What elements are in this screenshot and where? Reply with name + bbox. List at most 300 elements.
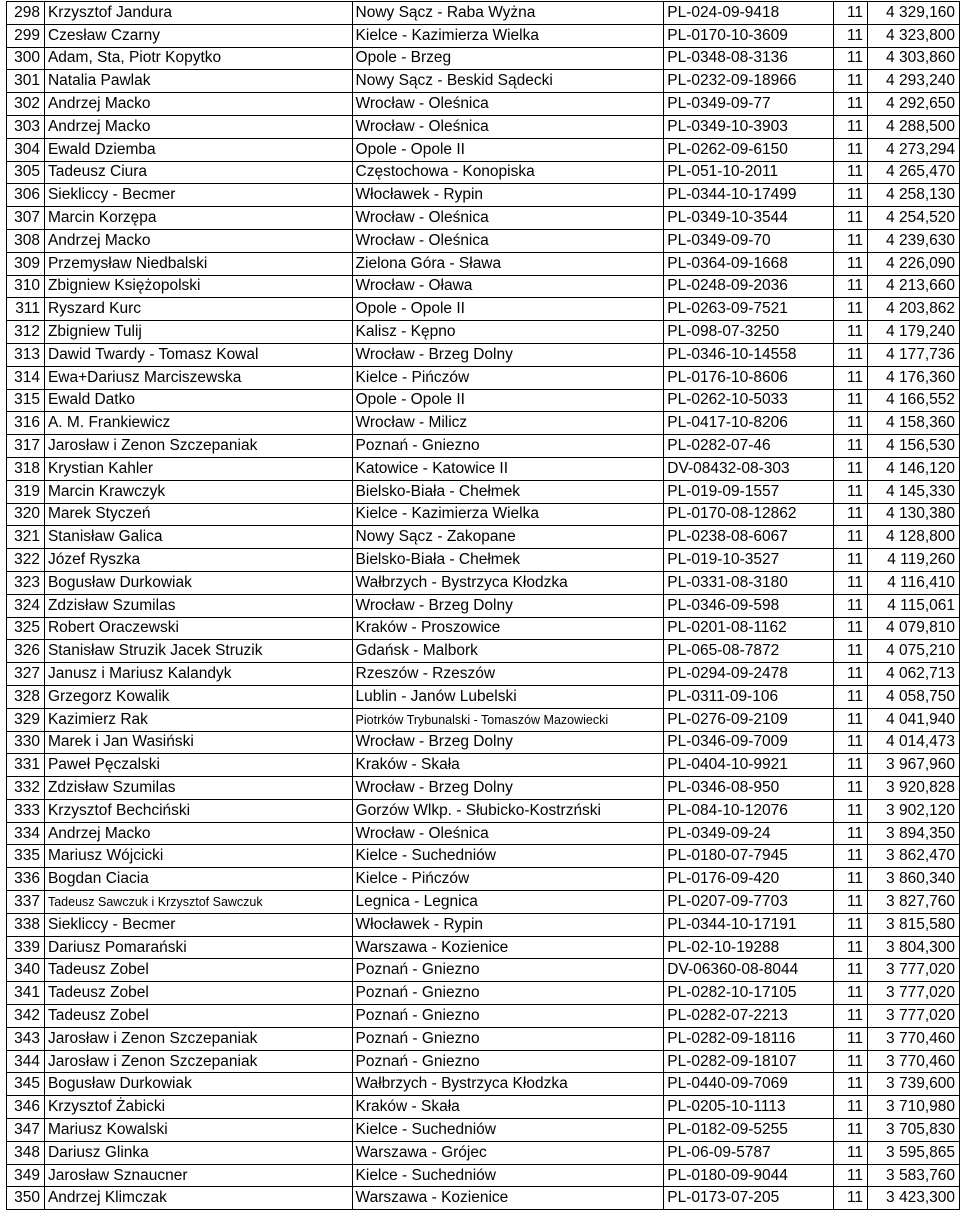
coefficient-cell: 4 177,736 <box>868 343 960 366</box>
position-cell: 324 <box>7 594 45 617</box>
coefficient-cell: 3 827,760 <box>868 891 960 914</box>
coefficient-cell: 3 777,020 <box>868 982 960 1005</box>
coefficient-cell: 3 920,828 <box>868 777 960 800</box>
category-cell: 11 <box>834 252 868 275</box>
table-row <box>7 731 960 754</box>
coefficient-cell: 4 079,810 <box>868 617 960 640</box>
ring-number-cell: PL-0404-10-9921 <box>664 754 834 777</box>
coefficient-cell: 4 303,860 <box>868 47 960 70</box>
section-cell: Poznań - Gniezno <box>352 959 664 982</box>
fancier-name-cell: Przemysław Niedbalski <box>44 252 352 275</box>
position-cell: 341 <box>7 982 45 1005</box>
fancier-name-cell: Andrzej Macko <box>44 229 352 252</box>
table-row <box>7 549 960 572</box>
section-cell: Nowy Sącz - Beskid Sądecki <box>352 70 664 93</box>
coefficient-cell: 4 226,090 <box>868 252 960 275</box>
coefficient-cell: 3 705,830 <box>868 1119 960 1142</box>
ring-number-cell: PL-0282-10-17105 <box>664 982 834 1005</box>
category-cell: 11 <box>834 731 868 754</box>
category-cell: 11 <box>834 936 868 959</box>
coefficient-cell: 4 293,240 <box>868 70 960 93</box>
table-row <box>7 913 960 936</box>
ring-number-cell: PL-019-10-3527 <box>664 549 834 572</box>
fancier-name-cell: Zdzisław Szumilas <box>44 594 352 617</box>
table-row <box>7 343 960 366</box>
table-row <box>7 868 960 891</box>
section-cell: Katowice - Katowice II <box>352 457 664 480</box>
position-cell: 328 <box>7 685 45 708</box>
coefficient-cell: 4 062,713 <box>868 663 960 686</box>
ring-number-cell: PL-0311-09-106 <box>664 685 834 708</box>
fancier-name-cell: Janusz i Mariusz Kalandyk <box>44 663 352 686</box>
category-cell: 11 <box>834 298 868 321</box>
category-cell: 11 <box>834 366 868 389</box>
table-row <box>7 93 960 116</box>
ring-number-cell: PL-0176-09-420 <box>664 868 834 891</box>
section-cell: Wrocław - Oława <box>352 275 664 298</box>
ring-number-cell: DV-08432-08-303 <box>664 457 834 480</box>
ring-number-cell: PL-0282-07-2213 <box>664 1005 834 1028</box>
fancier-name-cell: Ewald Datko <box>44 389 352 412</box>
position-cell: 343 <box>7 1027 45 1050</box>
table-row <box>7 1050 960 1073</box>
category-cell: 11 <box>834 480 868 503</box>
fancier-name-cell: Dariusz Glinka <box>44 1141 352 1164</box>
ring-number-cell: PL-0346-09-7009 <box>664 731 834 754</box>
category-cell: 11 <box>834 457 868 480</box>
table-row <box>7 640 960 663</box>
position-cell: 303 <box>7 115 45 138</box>
category-cell: 11 <box>834 982 868 1005</box>
section-cell: Wrocław - Brzeg Dolny <box>352 343 664 366</box>
position-cell: 334 <box>7 822 45 845</box>
ring-number-cell: PL-02-10-19288 <box>664 936 834 959</box>
ring-number-cell: PL-0262-09-6150 <box>664 138 834 161</box>
ring-number-cell: PL-0282-09-18107 <box>664 1050 834 1073</box>
table-row <box>7 685 960 708</box>
category-cell: 11 <box>834 868 868 891</box>
ring-number-cell: PL-0232-09-18966 <box>664 70 834 93</box>
position-cell: 331 <box>7 754 45 777</box>
table-row <box>7 663 960 686</box>
coefficient-cell: 4 130,380 <box>868 503 960 526</box>
coefficient-cell: 3 862,470 <box>868 845 960 868</box>
table-row <box>7 708 960 731</box>
position-cell: 339 <box>7 936 45 959</box>
category-cell: 11 <box>834 799 868 822</box>
results-table <box>6 1 960 1210</box>
ring-number-cell: PL-0331-08-3180 <box>664 571 834 594</box>
fancier-name-cell: Tadeusz Sawczuk i Krzysztof Sawczuk <box>44 891 352 914</box>
section-cell: Bielsko-Biała - Chełmek <box>352 549 664 572</box>
coefficient-cell: 4 203,862 <box>868 298 960 321</box>
position-cell: 310 <box>7 275 45 298</box>
fancier-name-cell: Robert Oraczewski <box>44 617 352 640</box>
position-cell: 307 <box>7 207 45 230</box>
fancier-name-cell: Krzysztof Jandura <box>44 2 352 25</box>
position-cell: 318 <box>7 457 45 480</box>
position-cell: 333 <box>7 799 45 822</box>
category-cell: 11 <box>834 617 868 640</box>
coefficient-cell: 4 119,260 <box>868 549 960 572</box>
section-cell: Lublin - Janów Lubelski <box>352 685 664 708</box>
fancier-name-cell: Zbigniew Tulij <box>44 321 352 344</box>
section-cell: Poznań - Gniezno <box>352 1050 664 1073</box>
fancier-name-cell: Siekliccy - Becmer <box>44 184 352 207</box>
ring-number-cell: PL-0294-09-2478 <box>664 663 834 686</box>
ring-number-cell: DV-06360-08-8044 <box>664 959 834 982</box>
section-cell: Warszawa - Kozienice <box>352 936 664 959</box>
ring-number-cell: PL-0349-09-24 <box>664 822 834 845</box>
coefficient-cell: 4 288,500 <box>868 115 960 138</box>
coefficient-cell: 3 777,020 <box>868 959 960 982</box>
coefficient-cell: 4 145,330 <box>868 480 960 503</box>
fancier-name-cell: Natalia Pawlak <box>44 70 352 93</box>
fancier-name-cell: Ewa+Dariusz Marciszewska <box>44 366 352 389</box>
position-cell: 300 <box>7 47 45 70</box>
ring-number-cell: PL-0346-08-950 <box>664 777 834 800</box>
fancier-name-cell: Mariusz Wójcicki <box>44 845 352 868</box>
ring-number-cell: PL-0282-09-18116 <box>664 1027 834 1050</box>
category-cell: 11 <box>834 1005 868 1028</box>
fancier-name-cell: Zdzisław Szumilas <box>44 777 352 800</box>
section-cell: Wrocław - Oleśnica <box>352 207 664 230</box>
coefficient-cell: 4 116,410 <box>868 571 960 594</box>
ring-number-cell: PL-0182-09-5255 <box>664 1119 834 1142</box>
ring-number-cell: PL-0248-09-2036 <box>664 275 834 298</box>
section-cell: Kielce - Suchedniów <box>352 1119 664 1142</box>
coefficient-cell: 4 179,240 <box>868 321 960 344</box>
ring-number-cell: PL-0348-08-3136 <box>664 47 834 70</box>
section-cell: Kielce - Suchedniów <box>352 1164 664 1187</box>
position-cell: 320 <box>7 503 45 526</box>
table-row <box>7 457 960 480</box>
table-row <box>7 2 960 25</box>
table-row <box>7 366 960 389</box>
fancier-name-cell: Bogusław Durkowiak <box>44 1073 352 1096</box>
ring-number-cell: PL-0262-10-5033 <box>664 389 834 412</box>
ring-number-cell: PL-0263-09-7521 <box>664 298 834 321</box>
table-row <box>7 389 960 412</box>
section-cell: Kalisz - Kępno <box>352 321 664 344</box>
ring-number-cell: PL-0349-09-77 <box>664 93 834 116</box>
ring-number-cell: PL-0349-09-70 <box>664 229 834 252</box>
coefficient-cell: 4 146,120 <box>868 457 960 480</box>
position-cell: 308 <box>7 229 45 252</box>
category-cell: 11 <box>834 640 868 663</box>
position-cell: 325 <box>7 617 45 640</box>
section-cell: Wrocław - Oleśnica <box>352 93 664 116</box>
category-cell: 11 <box>834 845 868 868</box>
category-cell: 11 <box>834 503 868 526</box>
section-cell: Poznań - Gniezno <box>352 1005 664 1028</box>
category-cell: 11 <box>834 412 868 435</box>
position-cell: 327 <box>7 663 45 686</box>
fancier-name-cell: Mariusz Kowalski <box>44 1119 352 1142</box>
ring-number-cell: PL-0364-09-1668 <box>664 252 834 275</box>
table-row <box>7 799 960 822</box>
section-cell: Poznań - Gniezno <box>352 1027 664 1050</box>
category-cell: 11 <box>834 115 868 138</box>
table-row <box>7 777 960 800</box>
category-cell: 11 <box>834 24 868 47</box>
position-cell: 314 <box>7 366 45 389</box>
fancier-name-cell: Bogdan Ciacia <box>44 868 352 891</box>
category-cell: 11 <box>834 1187 868 1210</box>
ring-number-cell: PL-0180-07-7945 <box>664 845 834 868</box>
coefficient-cell: 4 254,520 <box>868 207 960 230</box>
ring-number-cell: PL-0201-08-1162 <box>664 617 834 640</box>
ring-number-cell: PL-0440-09-7069 <box>664 1073 834 1096</box>
fancier-name-cell: Tadeusz Zobel <box>44 959 352 982</box>
ring-number-cell: PL-065-08-7872 <box>664 640 834 663</box>
position-cell: 311 <box>7 298 45 321</box>
position-cell: 302 <box>7 93 45 116</box>
category-cell: 11 <box>834 891 868 914</box>
coefficient-cell: 3 804,300 <box>868 936 960 959</box>
ring-number-cell: PL-0238-08-6067 <box>664 526 834 549</box>
position-cell: 344 <box>7 1050 45 1073</box>
table-row <box>7 1119 960 1142</box>
coefficient-cell: 3 770,460 <box>868 1027 960 1050</box>
fancier-name-cell: Jarosław i Zenon Szczepaniak <box>44 1050 352 1073</box>
ring-number-cell: PL-0349-10-3903 <box>664 115 834 138</box>
position-cell: 312 <box>7 321 45 344</box>
coefficient-cell: 4 329,160 <box>868 2 960 25</box>
ring-number-cell: PL-0417-10-8206 <box>664 412 834 435</box>
position-cell: 337 <box>7 891 45 914</box>
section-cell: Nowy Sącz - Zakopane <box>352 526 664 549</box>
position-cell: 306 <box>7 184 45 207</box>
position-cell: 299 <box>7 24 45 47</box>
table-row <box>7 1073 960 1096</box>
position-cell: 323 <box>7 571 45 594</box>
fancier-name-cell: Tadeusz Zobel <box>44 1005 352 1028</box>
section-cell: Wrocław - Milicz <box>352 412 664 435</box>
position-cell: 305 <box>7 161 45 184</box>
section-cell: Piotrków Trybunalski - Tomaszów Mazowiecki <box>352 708 664 731</box>
position-cell: 321 <box>7 526 45 549</box>
position-cell: 348 <box>7 1141 45 1164</box>
position-cell: 330 <box>7 731 45 754</box>
section-cell: Kielce - Kazimierza Wielka <box>352 503 664 526</box>
section-cell: Opole - Opole II <box>352 138 664 161</box>
section-cell: Warszawa - Kozienice <box>352 1187 664 1210</box>
ring-number-cell: PL-0282-07-46 <box>664 435 834 458</box>
position-cell: 345 <box>7 1073 45 1096</box>
section-cell: Kielce - Suchedniów <box>352 845 664 868</box>
section-cell: Nowy Sącz - Raba Wyżna <box>352 2 664 25</box>
section-cell: Wrocław - Brzeg Dolny <box>352 731 664 754</box>
category-cell: 11 <box>834 685 868 708</box>
position-cell: 329 <box>7 708 45 731</box>
section-cell: Wałbrzych - Bystrzyca Kłodzka <box>352 1073 664 1096</box>
position-cell: 349 <box>7 1164 45 1187</box>
table-row <box>7 321 960 344</box>
position-cell: 316 <box>7 412 45 435</box>
fancier-name-cell: Jarosław Sznaucner <box>44 1164 352 1187</box>
table-row <box>7 754 960 777</box>
fancier-name-cell: Marek Styczeń <box>44 503 352 526</box>
table-row <box>7 617 960 640</box>
category-cell: 11 <box>834 708 868 731</box>
section-cell: Wrocław - Oleśnica <box>352 115 664 138</box>
category-cell: 11 <box>834 777 868 800</box>
coefficient-cell: 4 239,630 <box>868 229 960 252</box>
fancier-name-cell: Kazimierz Rak <box>44 708 352 731</box>
table-row <box>7 275 960 298</box>
coefficient-cell: 3 423,300 <box>868 1187 960 1210</box>
section-cell: Rzeszów - Rzeszów <box>352 663 664 686</box>
category-cell: 11 <box>834 571 868 594</box>
coefficient-cell: 3 894,350 <box>868 822 960 845</box>
coefficient-cell: 4 158,360 <box>868 412 960 435</box>
table-row <box>7 161 960 184</box>
fancier-name-cell: Krystian Kahler <box>44 457 352 480</box>
category-cell: 11 <box>834 594 868 617</box>
coefficient-cell: 3 967,960 <box>868 754 960 777</box>
coefficient-cell: 4 273,294 <box>868 138 960 161</box>
coefficient-cell: 4 156,530 <box>868 435 960 458</box>
fancier-name-cell: Ryszard Kurc <box>44 298 352 321</box>
table-row <box>7 1005 960 1028</box>
ring-number-cell: PL-0170-08-12862 <box>664 503 834 526</box>
coefficient-cell: 4 014,473 <box>868 731 960 754</box>
fancier-name-cell: Tadeusz Zobel <box>44 982 352 1005</box>
section-cell: Poznań - Gniezno <box>352 982 664 1005</box>
position-cell: 340 <box>7 959 45 982</box>
fancier-name-cell: Andrzej Macko <box>44 93 352 116</box>
section-cell: Opole - Opole II <box>352 389 664 412</box>
fancier-name-cell: Marcin Korzępa <box>44 207 352 230</box>
fancier-name-cell: Andrzej Klimczak <box>44 1187 352 1210</box>
coefficient-cell: 3 770,460 <box>868 1050 960 1073</box>
coefficient-cell: 4 258,130 <box>868 184 960 207</box>
category-cell: 11 <box>834 161 868 184</box>
position-cell: 336 <box>7 868 45 891</box>
table-row <box>7 982 960 1005</box>
section-cell: Kraków - Proszowice <box>352 617 664 640</box>
coefficient-cell: 4 115,061 <box>868 594 960 617</box>
category-cell: 11 <box>834 663 868 686</box>
section-cell: Włocławek - Rypin <box>352 184 664 207</box>
position-cell: 346 <box>7 1096 45 1119</box>
fancier-name-cell: Józef Ryszka <box>44 549 352 572</box>
fancier-name-cell: Marcin Krawczyk <box>44 480 352 503</box>
ring-number-cell: PL-0276-09-2109 <box>664 708 834 731</box>
position-cell: 319 <box>7 480 45 503</box>
category-cell: 11 <box>834 343 868 366</box>
position-cell: 335 <box>7 845 45 868</box>
category-cell: 11 <box>834 1119 868 1142</box>
table-row <box>7 138 960 161</box>
table-row <box>7 252 960 275</box>
table-row <box>7 47 960 70</box>
fancier-name-cell: Bogusław Durkowiak <box>44 571 352 594</box>
ring-number-cell: PL-0344-10-17499 <box>664 184 834 207</box>
ring-number-cell: PL-0344-10-17191 <box>664 913 834 936</box>
section-cell: Zielona Góra - Sława <box>352 252 664 275</box>
ring-number-cell: PL-0207-09-7703 <box>664 891 834 914</box>
coefficient-cell: 4 075,210 <box>868 640 960 663</box>
table-row <box>7 480 960 503</box>
fancier-name-cell: Czesław Czarny <box>44 24 352 47</box>
section-cell: Gorzów Wlkp. - Słubicko-Kostrzński <box>352 799 664 822</box>
table-row <box>7 207 960 230</box>
category-cell: 11 <box>834 1050 868 1073</box>
section-cell: Częstochowa - Konopiska <box>352 161 664 184</box>
category-cell: 11 <box>834 1096 868 1119</box>
table-row <box>7 936 960 959</box>
ring-number-cell: PL-084-10-12076 <box>664 799 834 822</box>
category-cell: 11 <box>834 321 868 344</box>
table-row <box>7 526 960 549</box>
fancier-name-cell: Zbigniew Księżopolski <box>44 275 352 298</box>
coefficient-cell: 3 777,020 <box>868 1005 960 1028</box>
table-row <box>7 412 960 435</box>
category-cell: 11 <box>834 549 868 572</box>
ring-number-cell: PL-06-09-5787 <box>664 1141 834 1164</box>
fancier-name-cell: A. M. Frankiewicz <box>44 412 352 435</box>
fancier-name-cell: Andrzej Macko <box>44 822 352 845</box>
category-cell: 11 <box>834 435 868 458</box>
table-row <box>7 1164 960 1187</box>
table-row <box>7 184 960 207</box>
table-row <box>7 503 960 526</box>
table-row <box>7 1027 960 1050</box>
fancier-name-cell: Siekliccy - Becmer <box>44 913 352 936</box>
coefficient-cell: 4 128,800 <box>868 526 960 549</box>
coefficient-cell: 4 176,360 <box>868 366 960 389</box>
section-cell: Wrocław - Brzeg Dolny <box>352 777 664 800</box>
position-cell: 315 <box>7 389 45 412</box>
category-cell: 11 <box>834 2 868 25</box>
section-cell: Opole - Brzeg <box>352 47 664 70</box>
coefficient-cell: 4 292,650 <box>868 93 960 116</box>
category-cell: 11 <box>834 93 868 116</box>
ring-number-cell: PL-019-09-1557 <box>664 480 834 503</box>
section-cell: Wrocław - Oleśnica <box>352 822 664 845</box>
section-cell: Wrocław - Brzeg Dolny <box>352 594 664 617</box>
fancier-name-cell: Dariusz Pomarański <box>44 936 352 959</box>
fancier-name-cell: Grzegorz Kowalik <box>44 685 352 708</box>
position-cell: 322 <box>7 549 45 572</box>
position-cell: 317 <box>7 435 45 458</box>
ring-number-cell: PL-0346-09-598 <box>664 594 834 617</box>
category-cell: 11 <box>834 526 868 549</box>
ring-number-cell: PL-0349-10-3544 <box>664 207 834 230</box>
ring-number-cell: PL-098-07-3250 <box>664 321 834 344</box>
coefficient-cell: 4 058,750 <box>868 685 960 708</box>
position-cell: 347 <box>7 1119 45 1142</box>
fancier-name-cell: Krzysztof Żabicki <box>44 1096 352 1119</box>
fancier-name-cell: Stanisław Galica <box>44 526 352 549</box>
coefficient-cell: 4 265,470 <box>868 161 960 184</box>
category-cell: 11 <box>834 1141 868 1164</box>
table-row <box>7 822 960 845</box>
category-cell: 11 <box>834 207 868 230</box>
section-cell: Wrocław - Oleśnica <box>352 229 664 252</box>
section-cell: Legnica - Legnica <box>352 891 664 914</box>
position-cell: 332 <box>7 777 45 800</box>
category-cell: 11 <box>834 47 868 70</box>
table-row <box>7 1096 960 1119</box>
section-cell: Poznań - Gniezno <box>352 435 664 458</box>
category-cell: 11 <box>834 754 868 777</box>
table-row <box>7 891 960 914</box>
fancier-name-cell: Ewald Dziemba <box>44 138 352 161</box>
category-cell: 11 <box>834 1164 868 1187</box>
